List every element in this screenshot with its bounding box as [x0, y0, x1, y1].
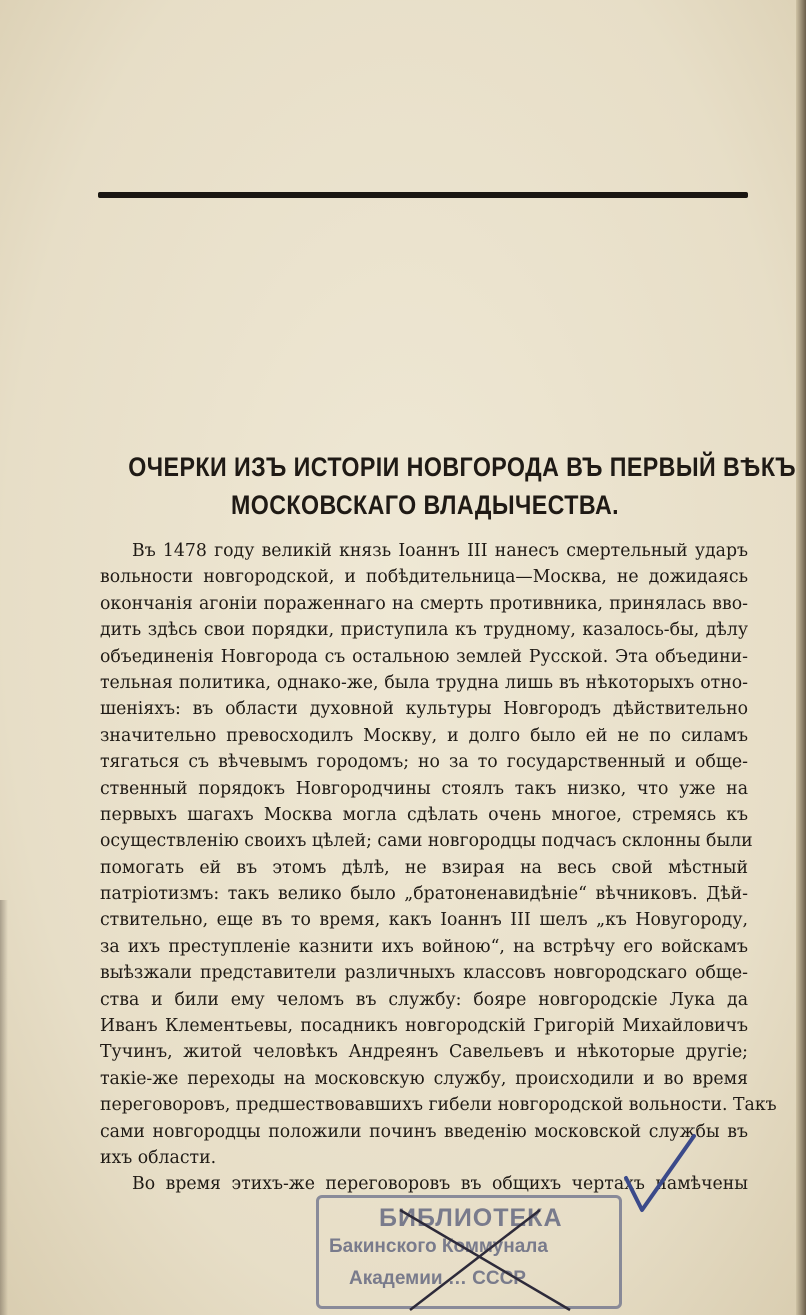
title-line-1: ОЧЕРКИ ИЗЪ ИСТОРІИ НОВГОРОДА ВЪ ПЕРВЫЙ ВѢКЪ — [128, 452, 797, 482]
paragraph-line: первыхъ шагахъ Москва могла сдѣлать очень многое, стремясь къ — [100, 804, 748, 825]
paragraph-line: дить здѣсь свои порядки, приступила къ трудному, казалось-бы, дѣлу — [100, 620, 748, 641]
paragraph-line: патріотизмъ: такъ велико было „братоненавидѣніе“ вѣчниковъ. Дѣй- — [100, 884, 748, 905]
title-line-2: МОСКОВСКАГО ВЛАДЫЧЕСТВА. — [230, 490, 620, 520]
paragraph-line: ствительно, еще въ то время, какъ Іоаннъ III шелъ „къ Новугороду, — [100, 910, 748, 931]
body-text — [100, 538, 777, 1198]
stamp-cross-mark-icon — [390, 1200, 580, 1315]
paragraph-line: Во время этихъ-же переговоровъ въ общихъ чертахъ намѣчены — [132, 1174, 748, 1195]
paragraph-line: окончанія агоніи пораженнаго на смерть противника, принялась вво- — [100, 593, 748, 614]
paragraph-line: Въ 1478 году великій князь Іоаннъ III нанесъ смертельный ударъ — [132, 541, 748, 561]
stamp-line-1: БИБЛИОТЕКА — [379, 1204, 563, 1232]
paragraph-line: тельная политика, однако-же, была трудна лишь въ нѣкоторыхъ отно- — [100, 672, 748, 693]
document-title — [128, 448, 797, 524]
stamp-line-2: Бакинского Коммунала — [329, 1236, 548, 1257]
paragraph-line: переговоровъ, предшествовавшихъ гибели новгородской вольности. Такъ — [100, 1095, 777, 1116]
paragraph-line: ства и били ему челомъ въ службу: бояре новгородскіе Лука да — [100, 989, 748, 1010]
header-rule — [98, 192, 748, 198]
paragraph-line: вольности новгородской, и побѣдительница—Москва, не дожидаясь — [100, 567, 748, 588]
checkmark-icon — [620, 1130, 700, 1220]
paragraph-line: ихъ области. — [100, 1147, 217, 1168]
paragraph-line: объединенія Новгорода съ остальною землей Русской. Эта объедини- — [100, 646, 748, 667]
paragraph-line: осуществленію своихъ цѣлей; сами новгородцы подчасъ склонны были — [100, 831, 753, 852]
paragraph-line: за ихъ преступленіе казнити ихъ войною“, на встрѣчу его войскамъ — [100, 936, 748, 957]
paragraph-line: выѣзжали представители различныхъ классовъ новгородскаго обще- — [100, 963, 748, 984]
paragraph-line: значительно превосходилъ Москву, и долго было ей не по силамъ — [100, 725, 748, 746]
paragraph-line: Тучинъ, житой человѣкъ Андреянъ Савельевъ и нѣкоторые другіе; — [100, 1042, 748, 1063]
paragraph-line: сами новгородцы положили починъ введенію московской службы въ — [100, 1121, 748, 1142]
paragraph-line: ственный порядокъ Новгородчины стоялъ такъ низко, что уже на — [100, 778, 748, 799]
paragraph-line: такіе-же переходы на московскую службу, происходили и во время — [100, 1068, 748, 1089]
paragraph-line: шеніяхъ: въ области духовной культуры Новгородъ дѣйствительно — [100, 699, 748, 720]
page-edge-shadow-left — [0, 900, 8, 1315]
paragraph-line: помогать ей въ этомъ дѣлѣ, не взирая на весь свой мѣстный — [100, 857, 748, 878]
paragraph-line: Иванъ Клементьевы, посадникъ новгородскій Григорій Михайловичъ — [100, 1016, 748, 1037]
stamp-line-3: Академии … СССР — [349, 1268, 526, 1289]
paragraph-line: тягаться съ вѣчевымъ городомъ; но за то государственный и обще- — [100, 752, 748, 773]
page-edge-shadow — [796, 0, 806, 1315]
